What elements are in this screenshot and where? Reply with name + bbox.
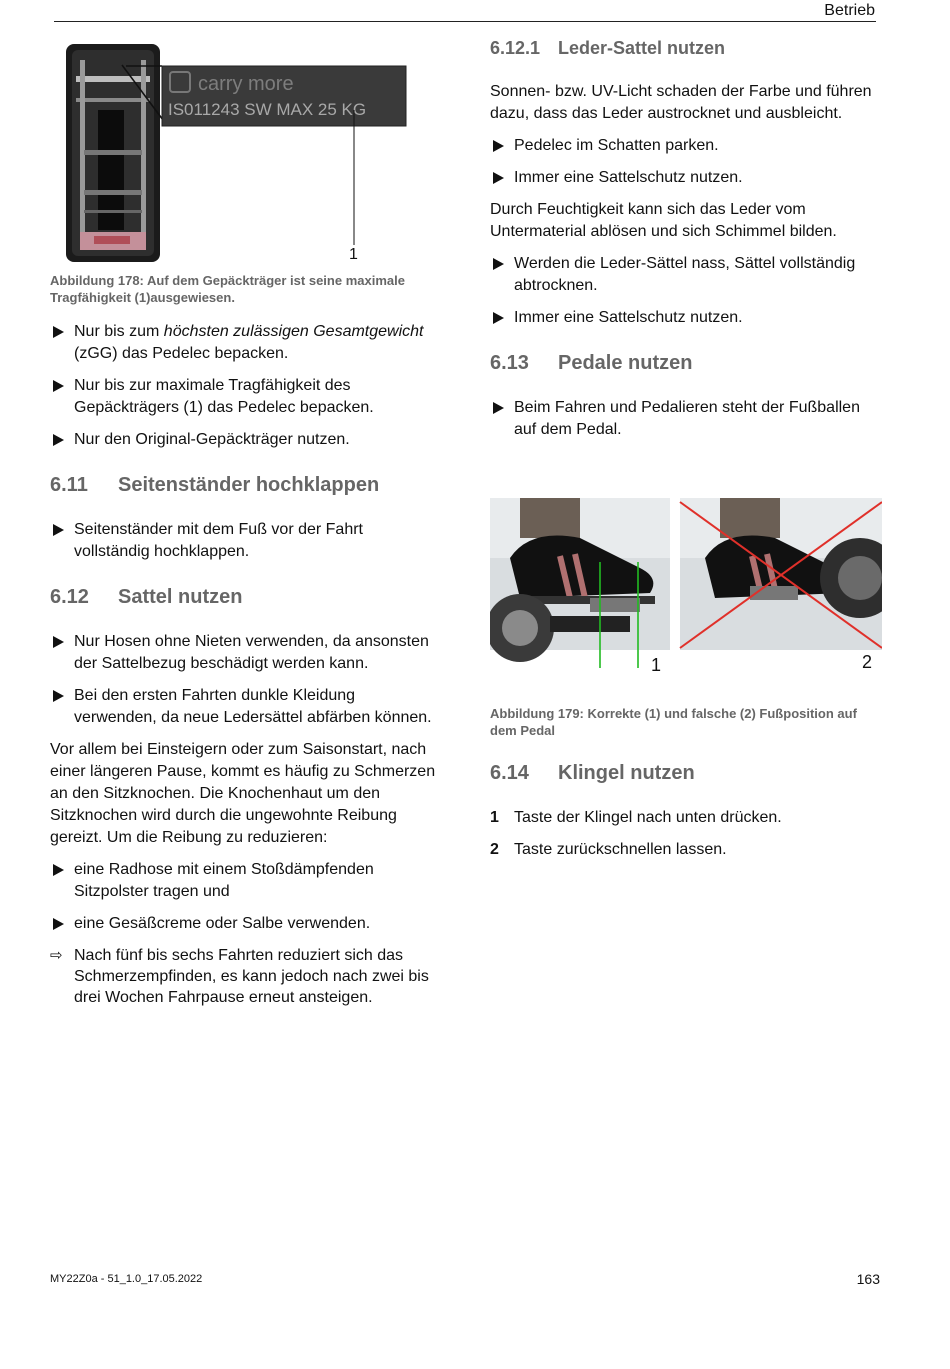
pedal-position-photos (490, 498, 882, 678)
figure-178-caption: Abbildung 178: Auf dem Gepäckträger ist seine maximale Tragfähigkeit (1)ausgewiesen. (50, 273, 405, 305)
bullet-no-rivets: Nur Hosen ohne Nieten verwenden, da ansonsten der Sattelbezug beschädigt werden kann. (50, 631, 442, 675)
bullet-pedal-position: Beim Fahren und Pedalieren steht der Fußballen auf dem Pedal. (490, 397, 882, 441)
bullet-dry-saddle: Werden die Leder-Sättel nass, Sättel vollständig abtrocknen. (490, 253, 882, 297)
section-6-12-heading: 6.12 Sattel nutzen (50, 586, 243, 608)
bullet-dark-clothing: Bei den ersten Fahrten dunkle Kleidung verwenden, da neue Ledersättel abfärben können. (50, 685, 442, 729)
luggage-carrier-photo (50, 40, 420, 270)
step-1: 1 Taste der Klingel nach unten drücken. (490, 809, 782, 826)
plate-logo-text: carry more (198, 73, 294, 95)
right-column (490, 37, 882, 451)
arrow-result-icon: ⇨ (50, 947, 63, 964)
bullet-carrier-capacity: Nur bis zur maximale Tragfähigkeit des Gepäckträgers (1) das Pedelec bepacken. (50, 375, 442, 419)
header-title: Betrieb (824, 2, 875, 19)
bullet-cream: eine Gesäßcreme oder Salbe verwenden. (50, 913, 442, 935)
bullet-saddle-cover-1: Immer eine Sattelschutz nutzen. (490, 167, 882, 189)
bullet-kickstand: Seitenständer mit dem Fuß vor der Fahrt vollständig hochklappen. (50, 519, 442, 563)
section-6-11-heading: 6.11 Seitenständer hochklappen (50, 474, 380, 496)
figure-179-caption: Abbildung 179: Korrekte (1) und falsche (2) Fußposition auf dem Pedal (490, 706, 857, 738)
header-rule (54, 21, 876, 22)
bullet-park-shade: Pedelec im Schatten parken. (490, 135, 882, 157)
plate-capacity-text: IS011243 SW MAX 25 KG (168, 100, 367, 119)
result-note: ⇨ Nach fünf bis sechs Fahrten reduziert sich das Schmerzempfinden, es kann jedoch nach zwei bis drei Wochen Fahrpause erneut ansteigen. (50, 947, 429, 1006)
paragraph-uv-light: Sonnen- bzw. UV-Licht schaden der Farbe und führen dazu, dass das Leder austrocknet und ausbleicht. (490, 83, 872, 122)
figure-label-incorrect: 2 (862, 652, 873, 672)
figure-label-correct: 1 (651, 655, 662, 675)
left-column (50, 321, 442, 1018)
section-6-14 (490, 761, 882, 871)
incorrect-foot-photo (680, 498, 882, 650)
section-6-13-heading: 6.13 Pedale nutzen (490, 352, 693, 374)
bullet-max-weight: Nur bis zum höchsten zulässigen Gesamtgewicht (zGG) das Pedelec bepacken. (50, 321, 442, 365)
step-2: 2 Taste zurückschnellen lassen. (490, 841, 727, 858)
paragraph-moisture: Durch Feuchtigkeit kann sich das Leder vom Untermaterial ablösen und sich Schimmel bilden. (490, 201, 837, 240)
section-6-12-1-heading: 6.12.1 Leder-Sattel nutzen (490, 38, 726, 58)
footer-doc-id: MY22Z0a - 51_1.0_17.05.2022 (50, 1273, 203, 1285)
paragraph-sit-bones: Vor allem bei Einsteigern oder zum Saisonstart, nach einer längeren Pause, kommt es häufig zu Schmerzen an den Sitzknochen. Die Knochenhaut um den Sitzknochen wird durch die ungewohnte Reibung gereizt. Um die Reibung zu reduzieren: (50, 741, 436, 846)
footer-page-number: 163 (856, 1271, 880, 1287)
bullet-original-carrier: Nur den Original-Gepäckträger nutzen. (50, 429, 442, 451)
section-6-14-heading: 6.14 Klingel nutzen (490, 762, 695, 784)
figure-callout-1: 1 (349, 246, 358, 263)
correct-foot-photo (490, 498, 670, 668)
bullet-cycling-shorts: eine Radhose mit einem Stoßdämpfenden Sitzpolster tragen und (50, 859, 442, 903)
bullet-saddle-cover-2: Immer eine Sattelschutz nutzen. (490, 307, 882, 329)
